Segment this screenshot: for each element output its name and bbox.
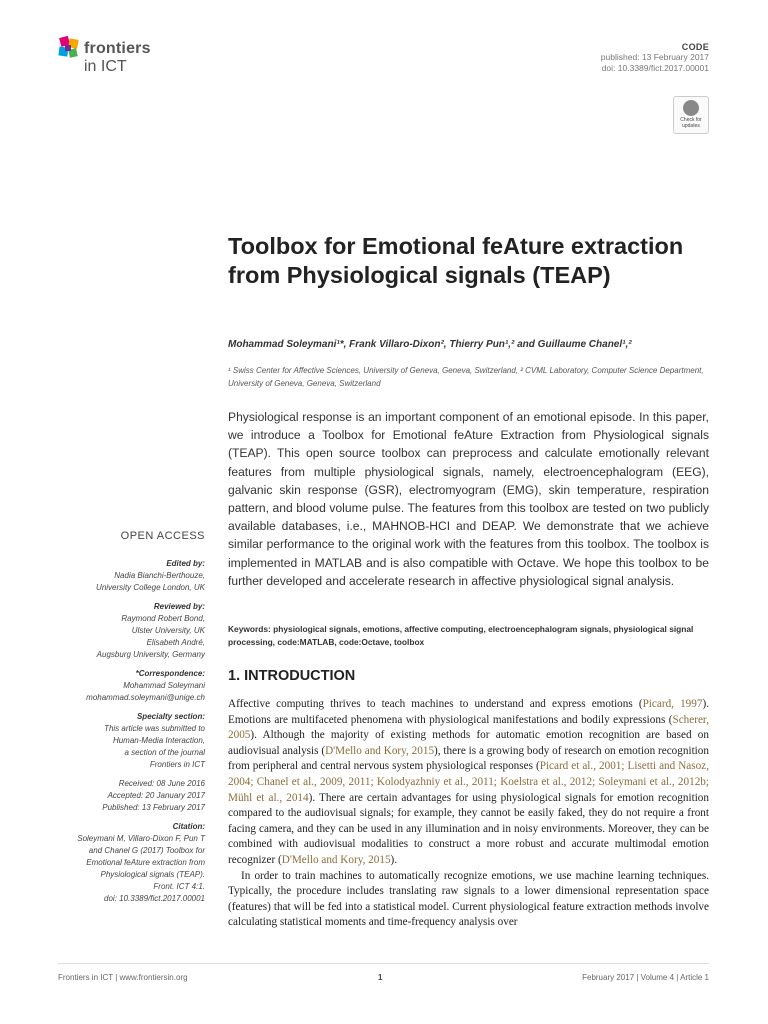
citation-line: Emotional feAture extraction from: [86, 858, 205, 867]
check-for-updates-badge[interactable]: [673, 96, 709, 134]
dates-block: [45, 778, 205, 814]
text-run: ). Although the majority of existing methods for automatic emotion recognition are based on audiovisual analysis (: [228, 729, 709, 757]
article-meta: [601, 42, 709, 74]
editor-affiliation: University College London, UK: [96, 583, 205, 592]
text-run: Affective computing thrives to teach machines to understand and express emotions (: [228, 698, 643, 710]
reviewer-name: Raymond Robert Bond,: [121, 614, 205, 623]
text-run: ). Emotions are multifaceted phenomena with physiological manifestations and bodily expressions (: [228, 698, 709, 726]
page-number: 1: [378, 973, 383, 982]
footer-divider: [58, 963, 709, 964]
keywords: Keywords: physiological signals, emotions, affective computing, electroencephalogram signals, physiological signal processing, code:MATLAB, code:Octave, toolbox: [228, 624, 694, 647]
footer-issue: February 2017 | Volume 4 | Article 1: [582, 973, 709, 982]
article-doi[interactable]: doi: 10.3389/fict.2017.00001: [601, 63, 709, 73]
article-type: CODE: [681, 42, 709, 52]
article-title: Toolbox for Emotional feAture extraction from Physiological signals (TEAP): [228, 233, 684, 288]
paragraph: In order to train machines to automatically recognize emotions, we use machine learning techniques. Typically, the procedure includes translating raw signals to a lower dimensional representation space (features) that will be fed into a statistical model. Current physiological feature extraction methods involve calculating statistical moments and time-frequency analysis over: [228, 869, 709, 929]
text-run: ), there is a growing body of research on emotion recognition from peripheral and central nervous system physiological responses (: [228, 744, 709, 773]
logo-text-frontiers: frontiers: [84, 40, 151, 57]
specialty-block: [45, 711, 205, 771]
citation-line: Front. ICT 4:1.: [153, 882, 205, 891]
citation-link[interactable]: Picard, 1997: [642, 698, 703, 710]
accepted-date: Accepted: 20 January 2017: [107, 791, 205, 800]
frontiers-logo-icon: [58, 36, 82, 62]
bookmark-icon: [683, 100, 699, 116]
published-date: published: 13 February 2017: [600, 52, 709, 62]
paragraph: [228, 697, 709, 869]
open-access-label: OPEN ACCESS: [120, 530, 205, 542]
citation-label: Citation:: [172, 822, 205, 831]
text-run: ).: [390, 853, 398, 866]
journal-logo[interactable]: [58, 34, 178, 80]
citation-line: Physiological signals (TEAP).: [100, 870, 205, 879]
correspondence-email[interactable]: mohammad.soleymani@unige.ch: [86, 693, 205, 702]
reviewer-affiliation: Augsburg University, Germany: [96, 650, 205, 659]
author-list: Mohammad Soleymani¹*, Frank Villaro-Dixon², Thierry Pun¹,² and Guillaume Chanel¹,²: [228, 339, 632, 350]
received-date: Received: 08 June 2016: [118, 779, 205, 788]
reviewed-by-label: Reviewed by:: [153, 602, 205, 611]
citation-line: and Chanel G (2017) Toolbox for: [88, 846, 205, 855]
check-updates-label: Check for updates: [680, 117, 702, 129]
introduction-text: [228, 697, 709, 931]
edited-by-block: [45, 558, 205, 594]
specialty-line: This article was submitted to: [104, 724, 205, 733]
text-run: ). There are certain advantages for using physiological signals for emotion recognition compared to the audiovisual signals; for example, they cannot be easily faked, they do not require a front facing camera, and they can be used in any illumination and in noisy environments. Moreover, they can be combined with audiovisual modalities to construct a more robust and accurate multimodal emotion recognizer (: [228, 791, 709, 866]
citation-link[interactable]: Picard et al., 2001; Lisetti and Nasoz, 2004; Chanel et al., 2009, 2011; Kolodyazhniy et al., 2011; Koelstra et al., 2012; Soleymani et al., 2012b; Mühl et al., 2014: [228, 760, 709, 804]
reviewer-affiliation: Ulster University, UK: [131, 626, 205, 635]
correspondence-block: [45, 668, 205, 704]
specialty-line: Frontiers in ICT: [149, 760, 205, 769]
citation-line: Soleymani M, Villaro-Dixon F, Pun T: [77, 834, 205, 843]
specialty-line: a section of the journal: [124, 748, 205, 757]
article-info-sidebar: [45, 558, 205, 912]
footer-journal[interactable]: Frontiers in ICT | www.frontiersin.org: [58, 973, 188, 982]
edited-by-label: Edited by:: [166, 559, 205, 568]
section-heading: 1. INTRODUCTION: [228, 668, 356, 684]
reviewer-name: Elisabeth André,: [146, 638, 205, 647]
published-date-sidebar: Published: 13 February 2017: [102, 803, 205, 812]
specialty-line: Human-Media Interaction,: [112, 736, 205, 745]
citation-link[interactable]: D'Mello and Kory, 2015: [281, 853, 391, 866]
citation-block: [45, 821, 205, 905]
abstract: Physiological response is an important component of an emotional episode. In this paper, we introduce a Toolbox for Emotional feAture Extraction from Physiological signals (TEAP). This open source toolbox can preprocess and calculate emotionally relevant features from multiple physiological signals, namely, electroencephalogram (EEG), galvanic skin response (GSR), electromyogram (EMG), skin temperature, respiration pattern, and blood volume pulse. The features from this toolbox are tested on two publicly available databases, i.e., MAHNOB-HCI and DEAP. We demonstrate that we achieve similar performance to the original work with the features from this toolbox. The toolbox is implemented in MATLAB and is also compatible with Octave. We hope this toolbox to be further developed and accelerate research in affective physiological signal analysis.: [228, 410, 709, 588]
logo-text-journal: in ICT: [84, 58, 127, 75]
citation-link[interactable]: D'Mello and Kory, 2015: [325, 744, 435, 757]
citation-doi[interactable]: doi: 10.3389/fict.2017.00001: [104, 894, 205, 903]
reviewed-by-block: [45, 601, 205, 661]
correspondence-name: Mohammad Soleymani: [123, 681, 205, 690]
specialty-label: Specialty section:: [136, 712, 205, 721]
affiliations: ¹ Swiss Center for Affective Sciences, University of Geneva, Geneva, Switzerland, ² CVML Laboratory, Computer Science Department, University of Geneva, Geneva, Switzerland: [228, 366, 704, 388]
correspondence-label: *Correspondence:: [135, 669, 205, 678]
editor-name: Nadia Bianchi-Berthouze,: [114, 571, 205, 580]
citation-link[interactable]: Scherer, 2005: [228, 713, 709, 742]
